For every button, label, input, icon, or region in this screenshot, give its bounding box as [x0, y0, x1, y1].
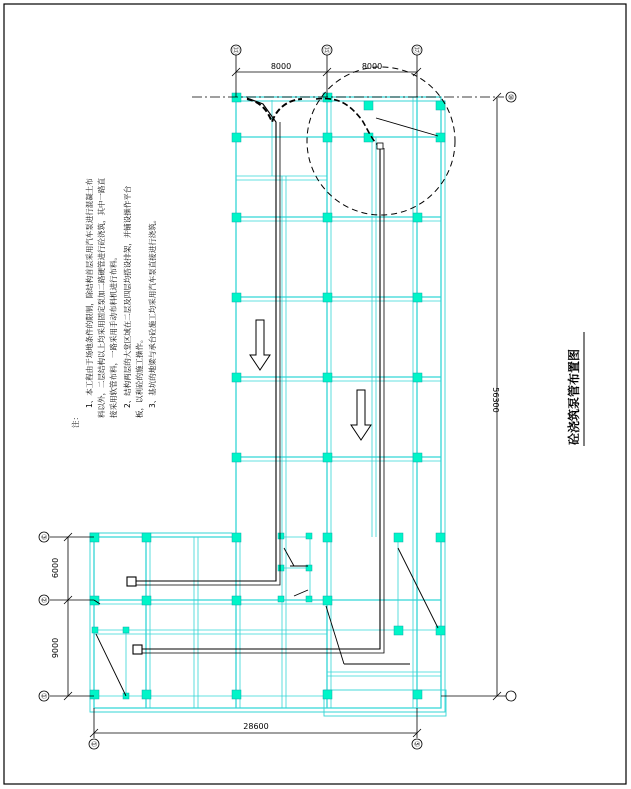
column: [232, 213, 241, 222]
column: [232, 453, 241, 462]
note-line: 板，以利砼的施工操作。: [135, 335, 144, 418]
column: [413, 373, 422, 382]
axis-label: ②: [39, 596, 48, 604]
column: [232, 596, 241, 605]
column: [92, 627, 98, 633]
note-line: 1、本工程由于场地条件的限制，除结构首层采用汽车泵进行混凝土布: [85, 178, 94, 408]
column: [278, 565, 284, 571]
pump-station-2: [133, 645, 142, 654]
column: [394, 626, 403, 635]
column: [123, 627, 129, 633]
axis-label: ①: [89, 740, 98, 748]
column: [278, 533, 284, 539]
flow-arrows: [250, 320, 371, 440]
axis-label: ③: [39, 533, 48, 541]
note-line: 接采用软管布料，一路采用手动布料机进行布料。: [109, 253, 118, 418]
column: [323, 690, 332, 699]
column: [278, 596, 284, 602]
axis-label: ⑩: [506, 93, 515, 101]
dim-bottom-total: 28600: [243, 722, 269, 731]
axis-label: ⑬: [231, 46, 240, 54]
column: [232, 93, 241, 102]
column: [232, 373, 241, 382]
column: [232, 690, 241, 699]
notes-heading: 注：: [71, 413, 80, 428]
dim-right-total: 56300: [491, 387, 500, 413]
column: [232, 293, 241, 302]
column: [90, 690, 99, 699]
column: [232, 533, 241, 542]
column: [306, 596, 312, 602]
column: [364, 101, 373, 110]
pump-pipe-1: [136, 98, 276, 581]
column: [323, 453, 332, 462]
column: [323, 293, 332, 302]
column: [394, 533, 403, 542]
column: [142, 690, 151, 699]
column: [323, 213, 332, 222]
column: [142, 533, 151, 542]
pump-pipe-2: [142, 148, 380, 649]
dim-top-right: 8000: [361, 62, 383, 71]
dim-left-lower: 9000: [51, 637, 60, 659]
note-line: 3、基坑的地梁与承台砼施工均采用汽车泵直接进行浇筑。: [148, 215, 157, 408]
pump-station-1: [127, 577, 136, 586]
axis-label: ⑮: [322, 46, 331, 54]
notes-block: [70, 178, 157, 428]
column: [232, 133, 241, 142]
column: [90, 533, 99, 542]
title-block: [566, 332, 584, 446]
dim-left-upper: 6000: [51, 557, 60, 579]
down-arrow-icon: [250, 320, 270, 370]
column: [323, 373, 332, 382]
pump-pipe-curve: [247, 99, 302, 122]
column: [323, 133, 332, 142]
down-arrow-icon: [351, 390, 371, 440]
axis-label: ⑰: [412, 46, 421, 54]
note-line: 料以外，二层结构以上均采用固定泵加二路硬管进行砼浇筑，其中一路直: [97, 178, 106, 418]
column: [436, 533, 445, 542]
column: [323, 93, 332, 102]
column: [306, 533, 312, 539]
column: [413, 293, 422, 302]
column: [413, 453, 422, 462]
drawing-title: 砼浇筑泵管布置图: [567, 348, 581, 445]
column: [436, 133, 445, 142]
column: [323, 596, 332, 605]
column: [413, 213, 422, 222]
column: [413, 690, 422, 699]
dim-top-left: 8000: [270, 62, 292, 71]
axis-label: ⑤: [412, 740, 421, 748]
axis-label: ①: [39, 692, 48, 700]
note-line: 2、结构两层的大堂区域在二层及四层均搭设排架，并铺设操作平台: [123, 185, 132, 408]
column: [142, 596, 151, 605]
axis-bubble: [506, 691, 516, 701]
column: [323, 533, 332, 542]
